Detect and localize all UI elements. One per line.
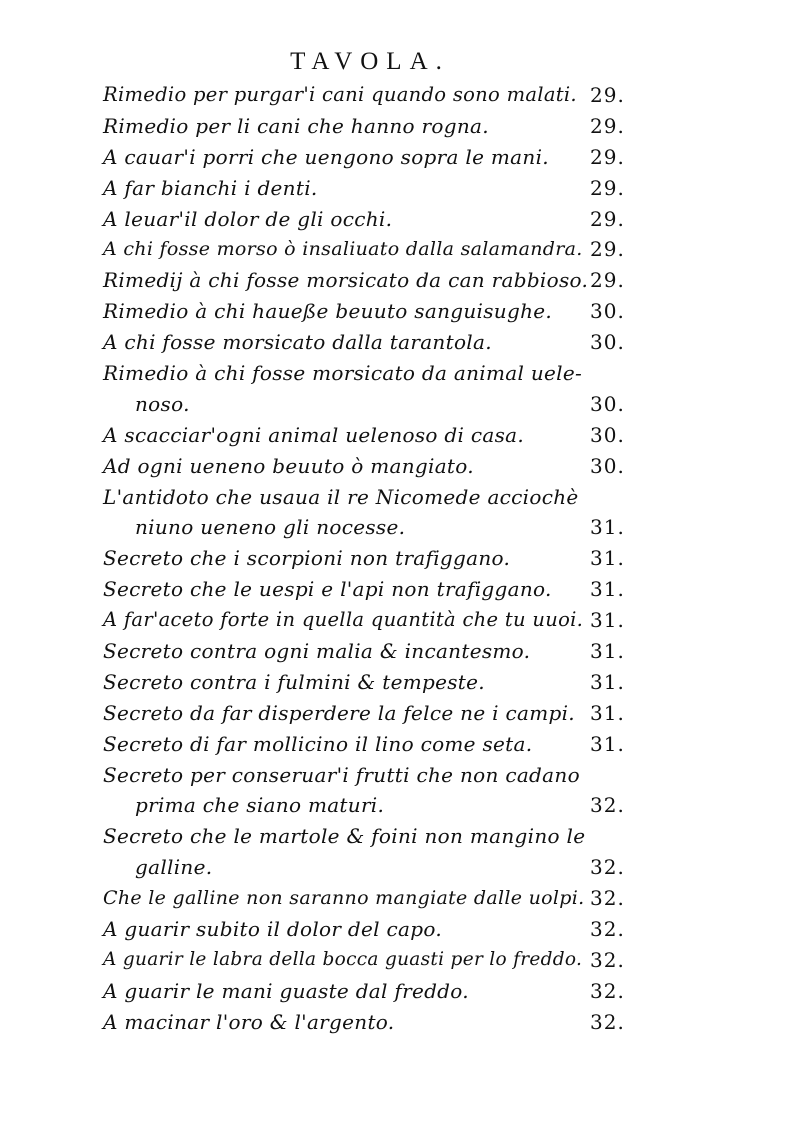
entry-text: A far'aceto forte in quella quantità che tu uuoi. bbox=[103, 608, 584, 632]
index-entry bbox=[103, 111, 648, 142]
entry-text: Secreto che le martole & foini non mangino le bbox=[103, 824, 586, 849]
entry-text: Secreto da far disperdere la felce ne i campi. bbox=[103, 700, 575, 725]
index-entry bbox=[103, 636, 648, 667]
entry-page-number: 31. bbox=[590, 546, 625, 571]
entry-text: A chi fosse morsicato dalla tarantola. bbox=[103, 330, 492, 355]
entry-page-number: 31. bbox=[590, 700, 625, 725]
page-title: TAVOLA. bbox=[290, 48, 450, 75]
entry-text: Ad ogni ueneno beuuto ò mangiato. bbox=[103, 453, 474, 478]
entry-text: A guarir subito il dolor del capo. bbox=[103, 917, 442, 942]
entry-page-number: 29. bbox=[590, 83, 625, 107]
entry-text: Rimedio per li cani che hanno rogna. bbox=[103, 113, 489, 138]
entry-page-number: 32. bbox=[590, 886, 625, 911]
entry-text: Rimedio à chi fosse morsicato da animal uele- bbox=[103, 361, 583, 386]
entry-text: Rimedio per purgar'i cani quando sono malati. bbox=[103, 83, 577, 106]
index-entry bbox=[103, 883, 648, 914]
entry-text: A cauar'i porri che uengono sopra le mani. bbox=[103, 144, 549, 169]
entry-text: Secreto che le uespi e l'api non trafiggano. bbox=[103, 577, 552, 602]
entry-text: Rimedio à chi haueße beuuto sanguisughe. bbox=[103, 299, 553, 324]
entry-page-number: 31. bbox=[590, 639, 625, 664]
entry-text: A scacciar'ogni animal uelenoso di casa. bbox=[103, 422, 525, 447]
entry-page-number: 31. bbox=[590, 669, 625, 694]
entry-page-number: 29. bbox=[590, 175, 625, 200]
index-entry bbox=[103, 142, 648, 173]
entry-page-number: 31. bbox=[590, 731, 625, 756]
entry-text: A macinar l'oro & l'argento. bbox=[103, 1009, 395, 1034]
index-entry bbox=[103, 80, 648, 111]
index-entry bbox=[103, 945, 648, 976]
index-entry bbox=[103, 482, 648, 513]
entry-page-number: 32. bbox=[590, 917, 625, 942]
entry-text: Secreto contra ogni malia & incantesmo. bbox=[103, 639, 531, 664]
entry-text: prima che siano maturi. bbox=[135, 793, 385, 818]
index-entry-continuation bbox=[103, 512, 648, 543]
index-entry bbox=[103, 296, 648, 327]
entry-page-number: 29. bbox=[590, 113, 625, 138]
entry-page-number: 29. bbox=[590, 268, 625, 293]
entry-text: L'antidoto che usaua il re Nicomede acciochè bbox=[103, 484, 579, 509]
entry-text: Secreto per conseruar'i frutti che non cadano bbox=[103, 762, 580, 787]
index-entry bbox=[103, 574, 648, 605]
index-entry bbox=[103, 760, 648, 791]
index-entry bbox=[103, 204, 648, 235]
index-entry bbox=[103, 358, 648, 389]
entry-page-number: 31. bbox=[590, 608, 625, 633]
index-entry bbox=[103, 265, 648, 296]
entry-text: galline. bbox=[135, 855, 213, 880]
entry-text: Rimedij à chi fosse morsicato da can rabbioso. bbox=[103, 268, 589, 293]
entry-text: Che le galline non saranno mangiate dalle uolpi. bbox=[103, 887, 585, 910]
index-entry bbox=[103, 1007, 648, 1038]
entry-page-number: 30. bbox=[590, 391, 625, 416]
entry-page-number: 30. bbox=[590, 453, 625, 478]
index-entry bbox=[103, 914, 648, 945]
index-entry bbox=[103, 543, 648, 574]
index-entry bbox=[103, 729, 648, 760]
entry-page-number: 32. bbox=[590, 855, 625, 880]
index-entry-continuation bbox=[103, 790, 648, 821]
index-entry bbox=[103, 420, 648, 451]
index-entry-continuation bbox=[103, 852, 648, 883]
entry-text: A far bianchi i denti. bbox=[103, 175, 318, 200]
index-entry bbox=[103, 327, 648, 358]
entry-page-number: 29. bbox=[590, 237, 625, 262]
index-entry bbox=[103, 976, 648, 1007]
index-entry bbox=[103, 821, 648, 852]
entry-page-number: 32. bbox=[590, 978, 625, 1003]
entry-text: A guarir le labra della bocca guasti per lo freddo. bbox=[103, 948, 583, 970]
index-entry bbox=[103, 667, 648, 698]
entry-text: Secreto che i scorpioni non trafiggano. bbox=[103, 546, 511, 571]
entry-page-number: 30. bbox=[590, 422, 625, 447]
entry-text: A guarir le mani guaste dal freddo. bbox=[103, 978, 469, 1003]
entry-page-number: 30. bbox=[590, 330, 625, 355]
entry-page-number: 32. bbox=[590, 1009, 625, 1034]
index-entry bbox=[103, 451, 648, 482]
entry-page-number: 32. bbox=[590, 793, 625, 818]
entry-page-number: 32. bbox=[590, 947, 625, 972]
index-entry bbox=[103, 173, 648, 204]
entry-text: niuno ueneno gli nocesse. bbox=[135, 515, 406, 540]
entry-text: A leuar'il dolor de gli occhi. bbox=[103, 206, 393, 231]
entry-text: Secreto contra i fulmini & tempeste. bbox=[103, 669, 485, 694]
entry-page-number: 29. bbox=[590, 144, 625, 169]
index-entry bbox=[103, 605, 648, 636]
index-entries bbox=[103, 80, 648, 1038]
entry-page-number: 29. bbox=[590, 206, 625, 231]
entry-text: noso. bbox=[135, 391, 190, 416]
index-entry-continuation bbox=[103, 389, 648, 420]
index-entry bbox=[103, 698, 648, 729]
entry-page-number: 31. bbox=[590, 577, 625, 602]
entry-text: Secreto di far mollicino il lino come seta. bbox=[103, 731, 533, 756]
entry-page-number: 31. bbox=[590, 515, 625, 540]
index-entry bbox=[103, 234, 648, 265]
entry-page-number: 30. bbox=[590, 299, 625, 324]
entry-text: A chi fosse morso ò insaliuato dalla salamandra. bbox=[103, 238, 583, 261]
